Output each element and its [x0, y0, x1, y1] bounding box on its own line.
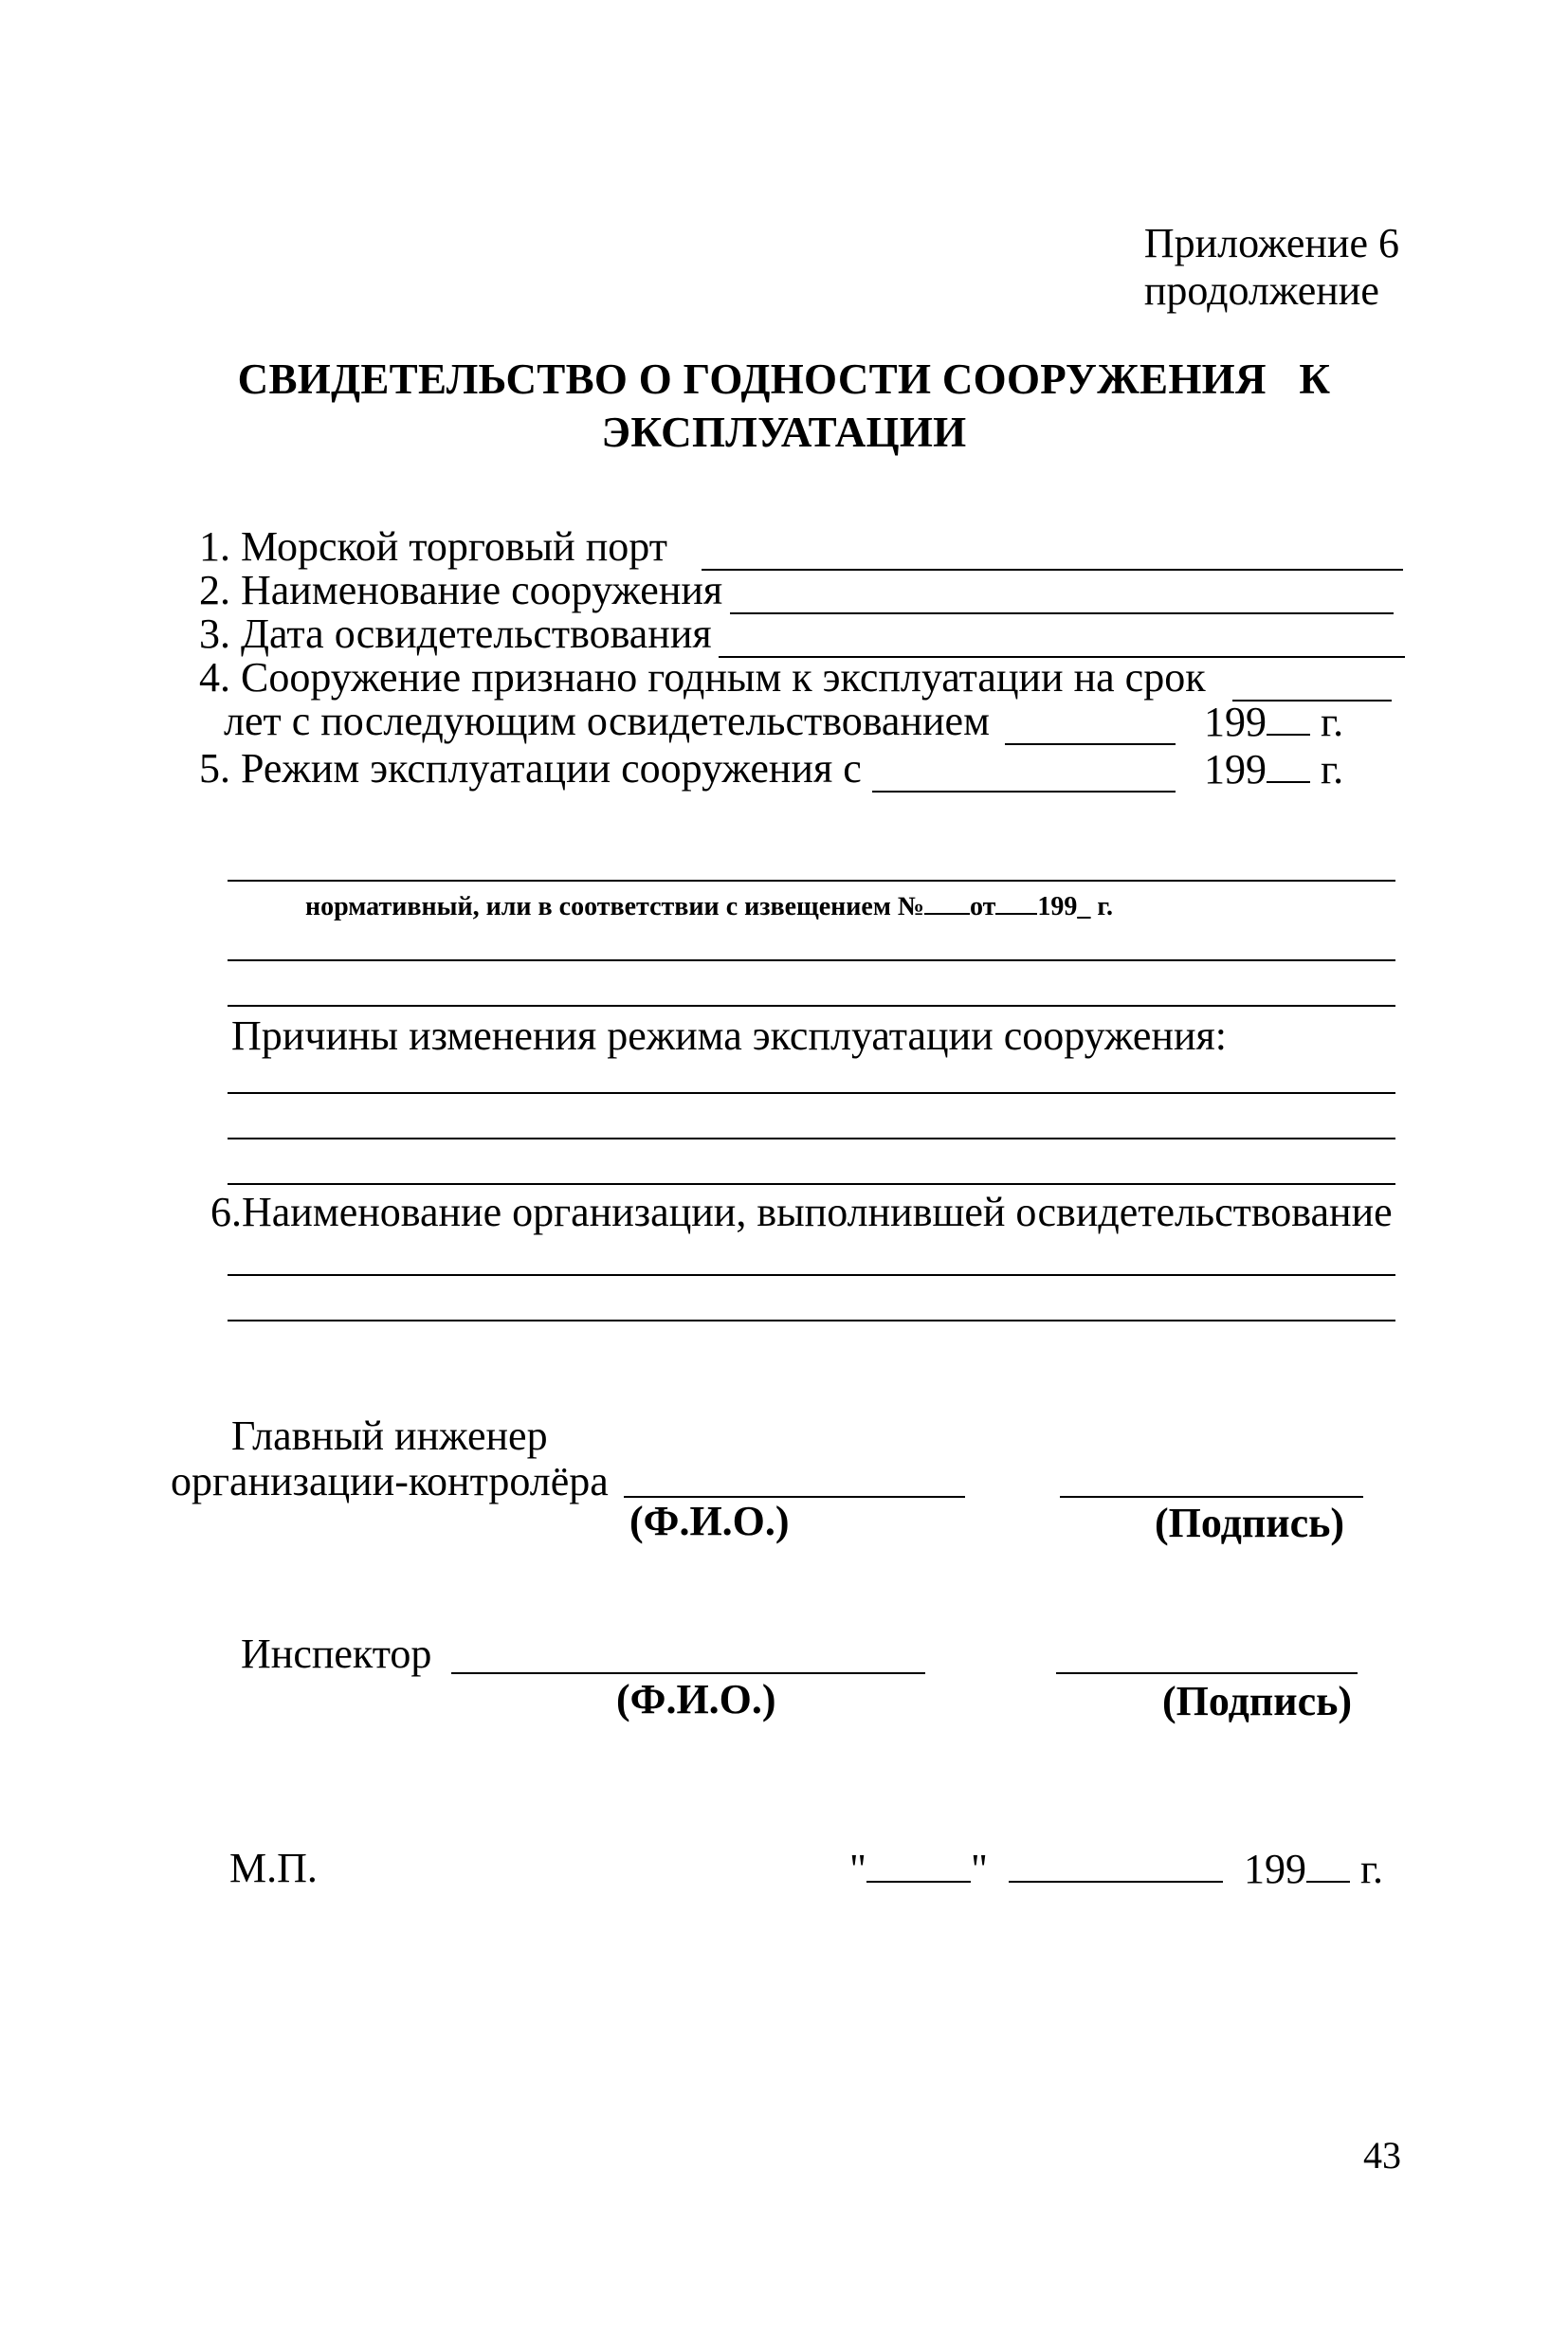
- signature-label-2: (Подпись): [1162, 1678, 1353, 1724]
- date-year-field[interactable]: [1306, 1845, 1350, 1883]
- regime-note-text: нормативный, или в соответствии с извещением №: [305, 892, 925, 921]
- date-year-prefix: 199: [1243, 1846, 1306, 1892]
- appendix-continuation: продолжение: [1143, 267, 1379, 314]
- date-line: [849, 1845, 1383, 1893]
- reasons-line-3[interactable]: [228, 1183, 1395, 1185]
- chief-engineer-label: Главный инженер: [231, 1412, 548, 1459]
- item-2-field[interactable]: [730, 612, 1394, 614]
- item-5-year-suffix: г.: [1321, 746, 1344, 793]
- regime-note: [305, 888, 1113, 923]
- item-5-date-field[interactable]: [872, 791, 1176, 793]
- item-4-year-field[interactable]: [1267, 698, 1310, 736]
- regime-extra-line-1[interactable]: [228, 959, 1395, 961]
- fio-label-1: (Ф.И.О.): [629, 1498, 790, 1544]
- item-1-field[interactable]: [702, 569, 1403, 571]
- regime-extra-line-2[interactable]: [228, 1005, 1395, 1007]
- item-4-label: 4. Сооружение признано годным к эксплуатации на срок: [199, 654, 1206, 701]
- item-6-line-2[interactable]: [228, 1320, 1395, 1321]
- stamp-label: М.П.: [229, 1845, 318, 1891]
- notice-date-field[interactable]: [995, 888, 1037, 915]
- date-day-field[interactable]: [866, 1845, 971, 1883]
- reasons-label: Причины изменения режима эксплуатации сооружения:: [231, 1012, 1227, 1059]
- regime-field[interactable]: [228, 880, 1395, 882]
- inspector-label: Инспектор: [241, 1631, 432, 1677]
- appendix-number: Приложение 6: [1143, 220, 1399, 266]
- item-5-year-prefix: 199: [1204, 746, 1267, 793]
- item-6-line-1[interactable]: [228, 1274, 1395, 1276]
- quote-close: ": [970, 1846, 988, 1892]
- page-number: 43: [1363, 2134, 1401, 2177]
- item-4-next-date-field[interactable]: [1005, 743, 1176, 745]
- item-4-year-suffix: г.: [1321, 699, 1344, 745]
- signature-label-1: (Подпись): [1155, 1500, 1345, 1546]
- inspector-name-field[interactable]: [451, 1672, 925, 1674]
- reasons-line-1[interactable]: [228, 1092, 1395, 1094]
- regime-note-from: от: [970, 892, 996, 921]
- item-6-label: 6.Наименование организации, выполнившей освидетельствование: [210, 1189, 1393, 1235]
- regime-note-year: 199_ г.: [1037, 892, 1113, 921]
- item-3-label: 3. Дата освидетельствования: [199, 611, 712, 657]
- date-year-suffix: г.: [1359, 1846, 1384, 1892]
- item-4-year-prefix: 199: [1204, 699, 1267, 745]
- document-title: [0, 353, 1568, 459]
- title-line-2: ЭКСПЛУАТАЦИИ: [601, 409, 967, 456]
- chief-engineer-signature-field[interactable]: [1060, 1496, 1363, 1498]
- notice-number-field[interactable]: [924, 888, 970, 915]
- item-5-year-field[interactable]: [1267, 745, 1310, 783]
- reasons-line-2[interactable]: [228, 1138, 1395, 1139]
- item-4-year: [1204, 698, 1343, 746]
- item-1-label: 1. Морской торговый порт: [199, 523, 667, 570]
- title-line-1: СВИДЕТЕЛЬСТВО О ГОДНОСТИ СООРУЖЕНИЯ К: [237, 355, 1331, 403]
- chief-engineer-org-label: организации-контролёра: [171, 1458, 609, 1504]
- item-4-continuation: лет с последующим освидетельствованием: [224, 698, 990, 744]
- item-5-year: [1204, 745, 1343, 793]
- item-2-label: 2. Наименование сооружения: [199, 567, 723, 613]
- appendix-label: [1144, 220, 1399, 315]
- fio-label-2: (Ф.И.О.): [616, 1676, 776, 1722]
- item-5-label: 5. Режим эксплуатации сооружения с: [199, 745, 862, 792]
- quote-open: ": [849, 1846, 866, 1892]
- date-month-field[interactable]: [1009, 1845, 1223, 1883]
- inspector-signature-field[interactable]: [1056, 1672, 1358, 1674]
